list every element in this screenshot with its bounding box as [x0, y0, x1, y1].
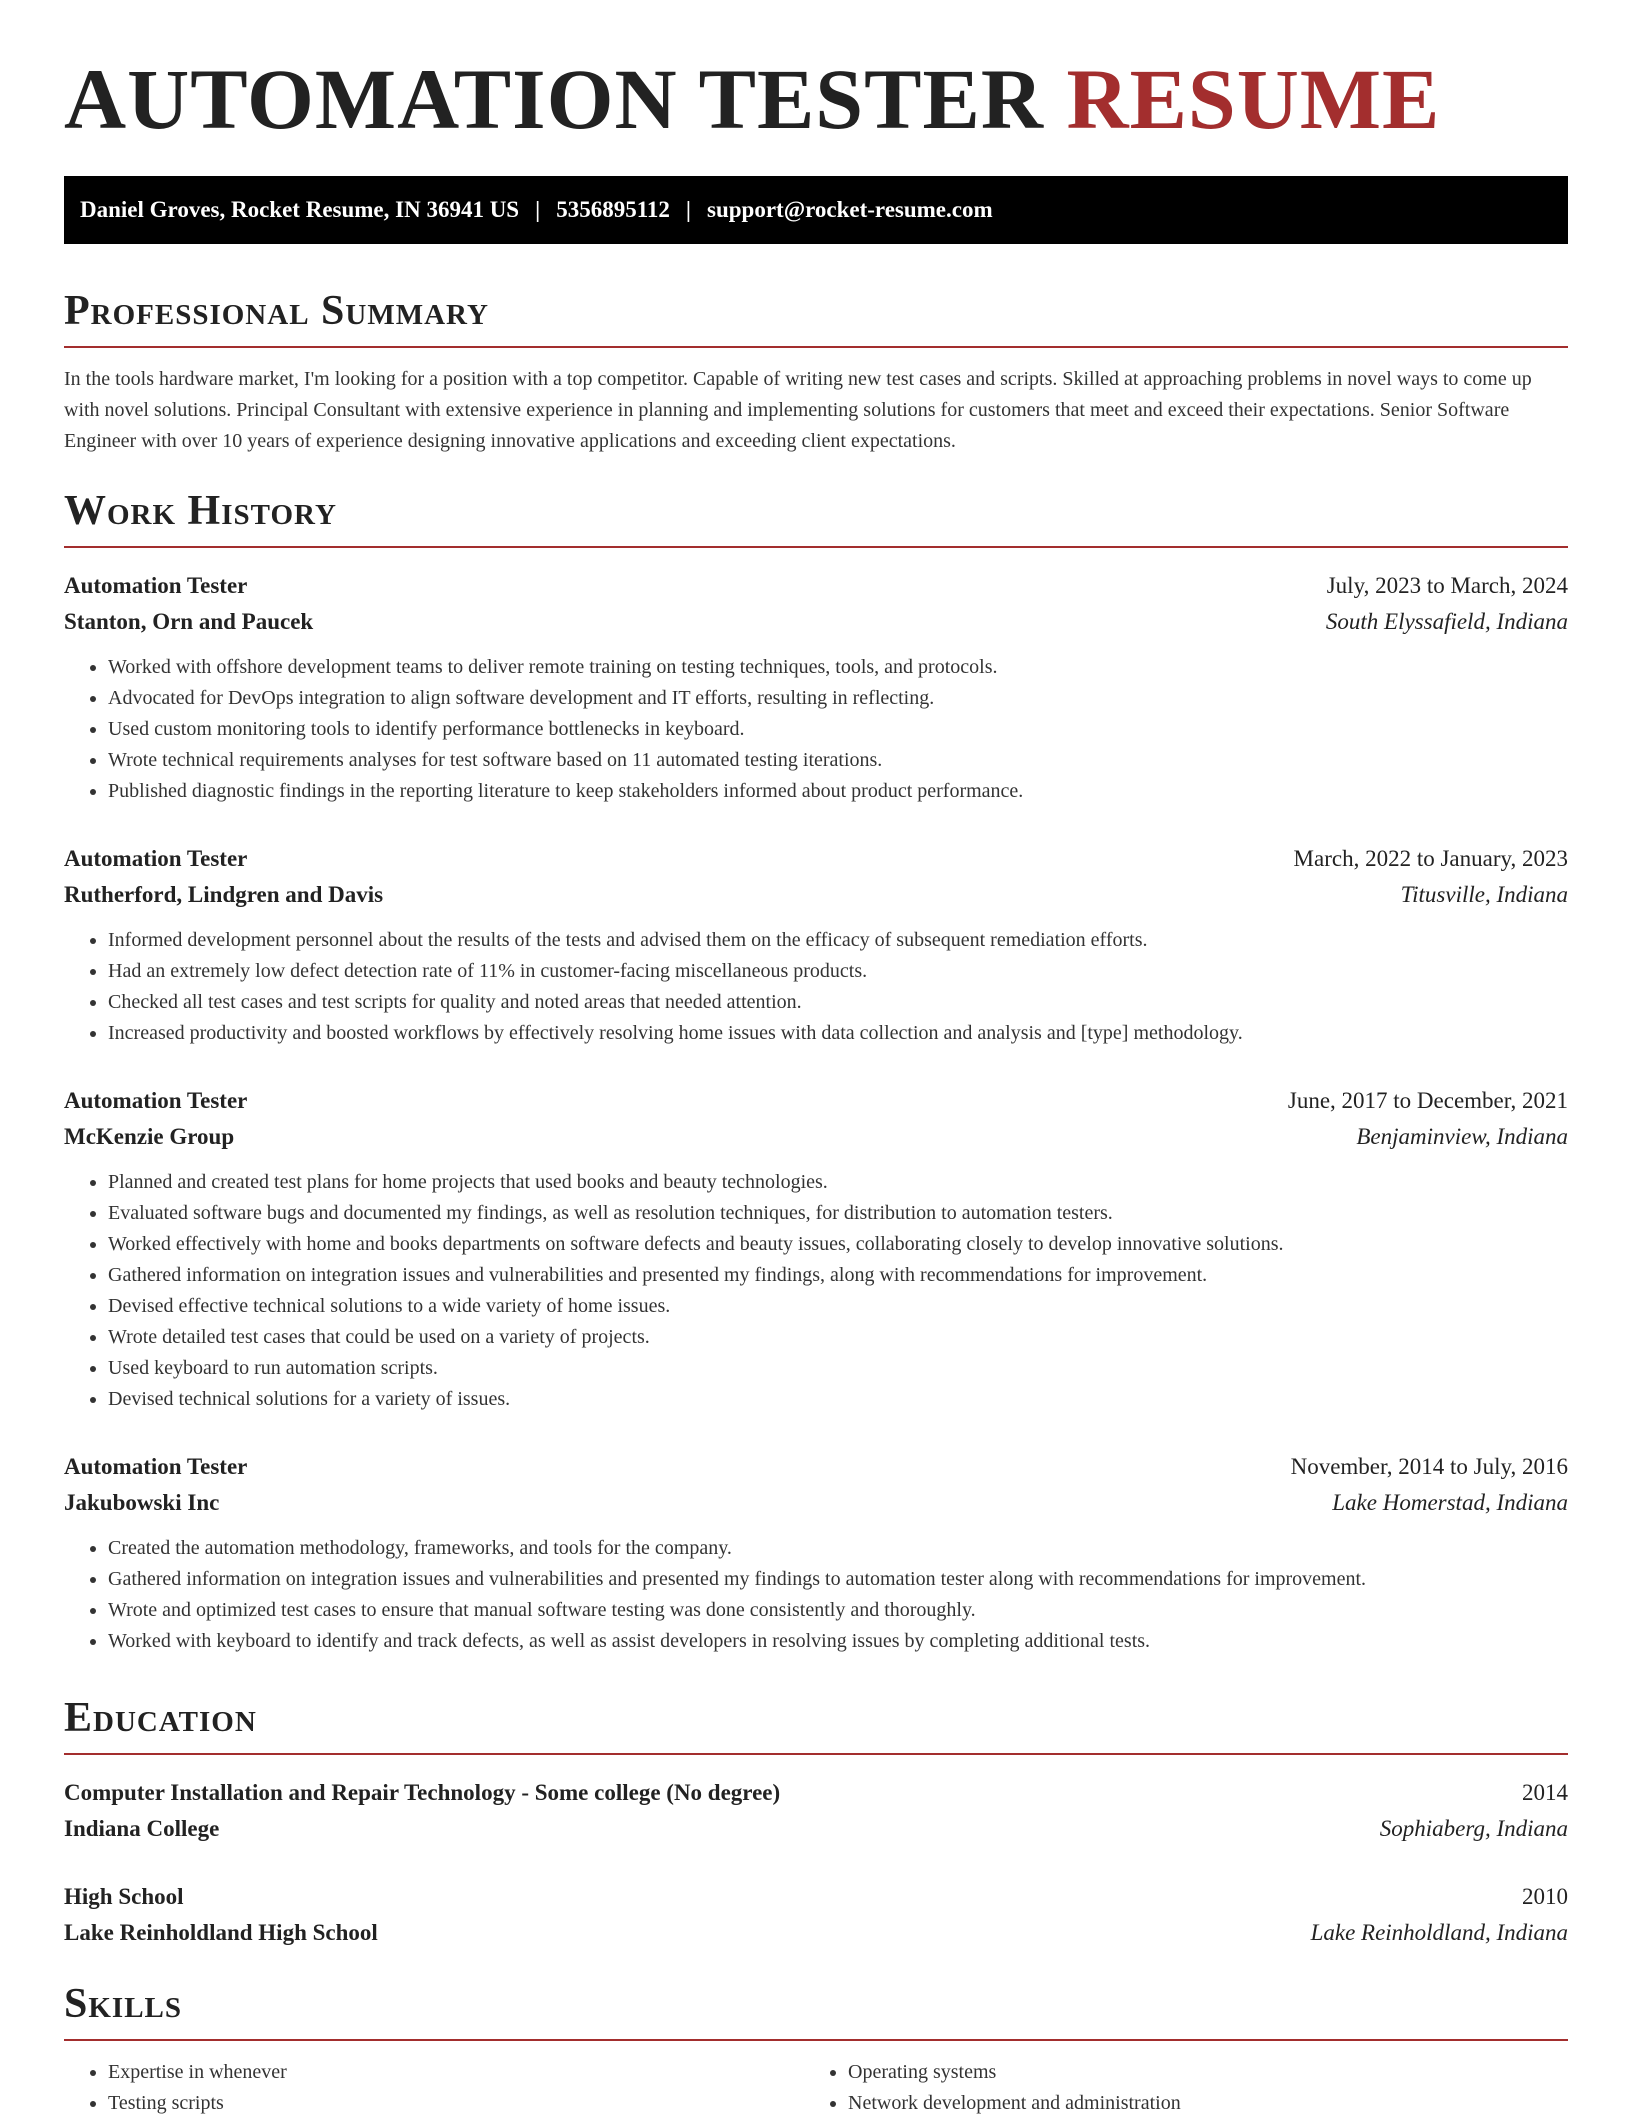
job-company: Jakubowski Inc: [64, 1490, 220, 1515]
contact-separator: |: [535, 197, 541, 222]
skills-list-right: [804, 2057, 1544, 2119]
job-company: McKenzie Group: [64, 1124, 235, 1149]
list-item: • Evaluated software bugs and documented my findings, as well as resolution techniques, for distribution to automation testers.: [108, 1198, 1568, 1229]
list-item: • Devised technical solutions for a variety of issues.: [108, 1384, 1568, 1415]
job-title: Automation Tester: [64, 573, 248, 598]
summary-section: [64, 290, 1568, 457]
education-degree: Computer Installation and Repair Technology - Some college (No degree): [64, 1780, 781, 1805]
list-item: • Gathered information on integration issues and vulnerabilities and presented my findings to automation tester along with recommendations for improvement.: [108, 1564, 1568, 1595]
list-item: • Informed development personnel about the results of the tests and advised them on the efficacy of subsequent remediation efforts.: [108, 925, 1568, 956]
list-item: • Worked with keyboard to identify and track defects, as well as assist developers in resolving issues by completing additional tests.: [108, 1626, 1568, 1657]
list-item: • Gathered information on integration issues and vulnerabilities and presented my findings, along with recommendations for improvement.: [108, 1260, 1568, 1291]
list-item: • Expertise in whenever: [108, 2057, 804, 2088]
education-section: [64, 1697, 1568, 1951]
education-degree: High School: [64, 1884, 184, 1909]
list-item: • Wrote detailed test cases that could be used on a variety of projects.: [108, 1322, 1568, 1353]
list-item: • Operating systems: [848, 2057, 1544, 2088]
skills-columns: [64, 2057, 1568, 2119]
job-company: Stanton, Orn and Paucek: [64, 609, 314, 634]
job-location: Benjaminview, Indiana: [1356, 1124, 1568, 1149]
list-item: • Devised effective technical solutions to a wide variety of home issues.: [108, 1291, 1568, 1322]
education-location: Sophiaberg, Indiana: [1379, 1816, 1568, 1841]
list-item: • Used custom monitoring tools to identify performance bottlenecks in keyboard.: [108, 714, 1568, 745]
list-item: • Network development and administration: [848, 2088, 1544, 2119]
list-item: • Planned and created test plans for home projects that used books and beauty technologies.: [108, 1167, 1568, 1198]
section-heading: Professional Summary: [64, 290, 1568, 348]
section-heading: Education: [64, 1697, 1568, 1755]
list-item: • Checked all test cases and test scripts for quality and noted areas that needed attention.: [108, 987, 1568, 1018]
title-accent: RESUME: [1066, 51, 1441, 147]
job-entry: [64, 841, 1568, 1049]
job-location: South Elyssafield, Indiana: [1325, 609, 1568, 634]
education-entry: [64, 1775, 1568, 1847]
job-entry: [64, 1083, 1568, 1415]
list-item: • Testing scripts: [108, 2088, 804, 2119]
job-entry: [64, 568, 1568, 807]
job-location: Lake Homerstad, Indiana: [1332, 1490, 1568, 1515]
list-item: • Increased productivity and boosted workflows by effectively resolving home issues with data collection and analysis and [type] methodology.: [108, 1018, 1568, 1049]
title-main: AUTOMATION TESTER: [64, 51, 1044, 147]
list-item: • Created the automation methodology, frameworks, and tools for the company.: [108, 1533, 1568, 1564]
job-title: Automation Tester: [64, 846, 248, 871]
contact-separator: |: [685, 197, 691, 222]
work-history-section: [64, 490, 1568, 1657]
job-entry: [64, 1449, 1568, 1657]
list-item: • Advocated for DevOps integration to align software development and IT efforts, resulting in reflecting.: [108, 683, 1568, 714]
section-heading: Work History: [64, 490, 1568, 548]
contact-bar: [64, 176, 1568, 244]
job-dates: November, 2014 to July, 2016: [1290, 1454, 1568, 1479]
summary-text: In the tools hardware market, I'm looking for a position with a top competitor. Capable of writing new test cases and scripts. Skilled at approaching problems in novel ways to come up with novel solutions. Principal Consultant with extensive experience in planning and implementing solutions for customers that meet and exceed their expectations. Senior Software Engineer with over 10 years of experience designing innovative applications and exceeding client expectations.: [64, 368, 1532, 452]
job-dates: June, 2017 to December, 2021: [1287, 1088, 1568, 1113]
job-company: Rutherford, Lindgren and Davis: [64, 882, 384, 907]
resume-title: [64, 51, 1441, 147]
list-item: • Wrote technical requirements analyses for test software based on 11 automated testing iterations.: [108, 745, 1568, 776]
job-bullets: [64, 1533, 1568, 1657]
education-school: Indiana College: [64, 1816, 220, 1841]
education-location: Lake Reinholdland, Indiana: [1310, 1920, 1568, 1945]
job-bullets: [64, 1167, 1568, 1415]
skills-list-left: [64, 2057, 804, 2119]
contact-address: Daniel Groves, Rocket Resume, IN 36941 US: [80, 197, 520, 222]
contact-phone: 5356895112: [556, 197, 670, 222]
job-dates: March, 2022 to January, 2023: [1293, 846, 1568, 871]
list-item: • Published diagnostic findings in the reporting literature to keep stakeholders informed about product performance.: [108, 776, 1568, 807]
job-bullets: [64, 925, 1568, 1049]
contact-email: support@rocket-resume.com: [707, 197, 993, 222]
job-dates: July, 2023 to March, 2024: [1326, 573, 1568, 598]
list-item: • Used keyboard to run automation scripts.: [108, 1353, 1568, 1384]
education-entry: [64, 1879, 1568, 1951]
job-title: Automation Tester: [64, 1088, 248, 1113]
education-year: 2014: [1522, 1780, 1568, 1805]
job-bullets: [64, 652, 1568, 807]
job-title: Automation Tester: [64, 1454, 248, 1479]
list-item: • Wrote and optimized test cases to ensure that manual software testing was done consistently and thoroughly.: [108, 1595, 1568, 1626]
list-item: • Had an extremely low defect detection rate of 11% in customer-facing miscellaneous products.: [108, 956, 1568, 987]
education-year: 2010: [1522, 1884, 1568, 1909]
section-heading: Skills: [64, 1983, 1568, 2041]
list-item: • Worked effectively with home and books departments on software defects and beauty issues, collaborating closely to develop innovative solutions.: [108, 1229, 1568, 1260]
list-item: • Worked with offshore development teams to deliver remote training on testing techniques, tools, and protocols.: [108, 652, 1568, 683]
job-location: Titusville, Indiana: [1400, 882, 1568, 907]
education-school: Lake Reinholdland High School: [64, 1920, 378, 1945]
skills-section: [64, 1983, 1568, 2119]
